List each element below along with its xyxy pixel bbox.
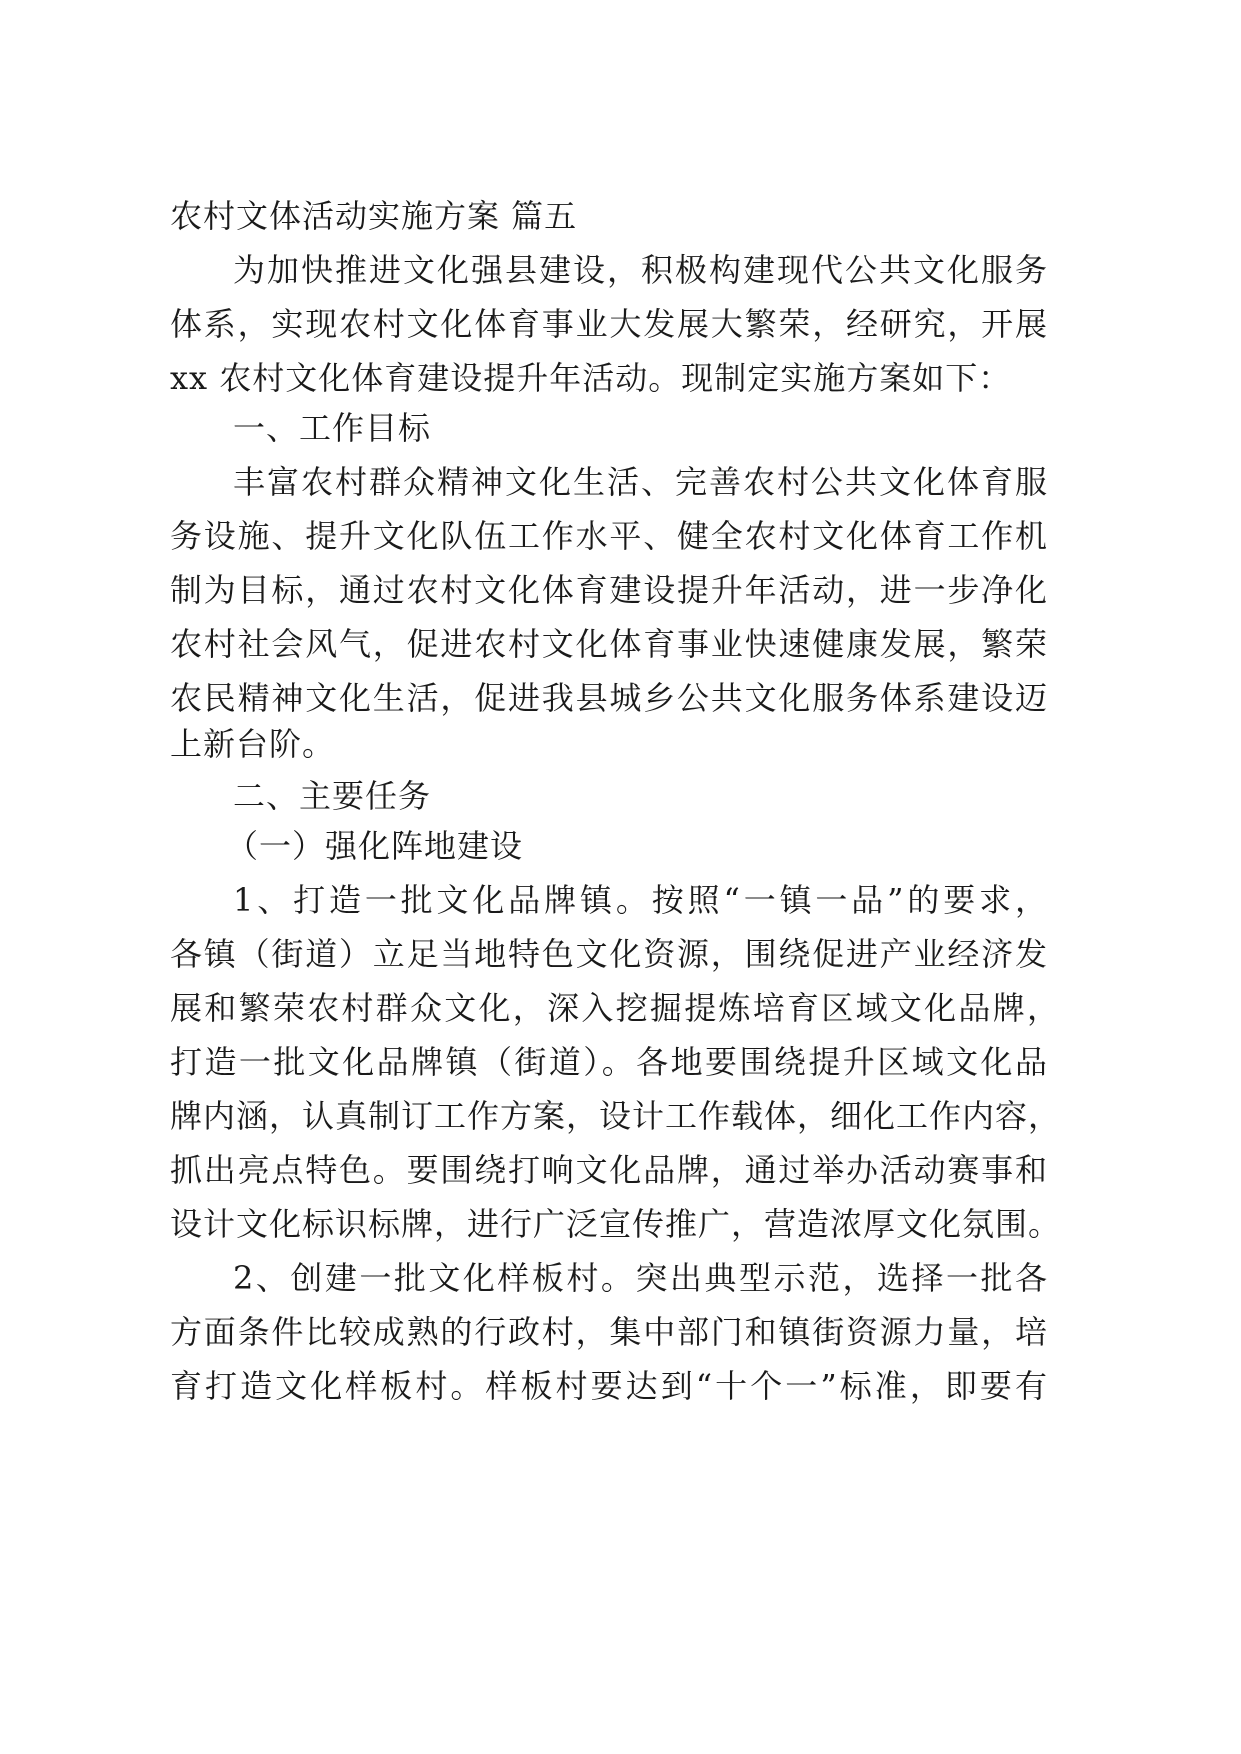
- paragraph-item1-line-1: 1、打造一批文化品牌镇。按照“一镇一品”的要求，: [233, 881, 1048, 919]
- paragraph-intro-line-3: xx 农村文化体育建设提升年活动。现制定实施方案如下：: [170, 359, 1012, 397]
- document-title: 农村文体活动实施方案 篇五: [170, 197, 578, 235]
- paragraph-item1-line-4: 打造一批文化品牌镇（街道）。各地要围绕提升区域文化品: [170, 1043, 1048, 1081]
- paragraph-intro-line-1: 为加快推进文化强县建设，积极构建现代公共文化服务: [233, 251, 1048, 289]
- paragraph-item1-line-2: 各镇（街道）立足当地特色文化资源，围绕促进产业经济发: [170, 935, 1048, 973]
- section-heading-tasks: 二、主要任务: [233, 777, 432, 815]
- paragraph-item1-line-6: 抓出亮点特色。要围绕打响文化品牌，通过举办活动赛事和: [170, 1151, 1048, 1189]
- paragraph-goals-line-3: 制为目标，通过农村文化体育建设提升年活动，进一步净化: [170, 571, 1048, 609]
- paragraph-item2-line-1: 2、创建一批文化样板村。突出典型示范，选择一批各: [233, 1259, 1048, 1297]
- paragraph-item2-line-2: 方面条件比较成熟的行政村，集中部门和镇街资源力量，培: [170, 1313, 1048, 1351]
- paragraph-item1-line-7: 设计文化标识标牌，进行广泛宣传推广，营造浓厚文化氛围。: [170, 1205, 1062, 1243]
- paragraph-goals-line-2: 务设施、提升文化队伍工作水平、健全农村文化体育工作机: [170, 517, 1048, 555]
- paragraph-goals-line-5: 农民精神文化生活，促进我县城乡公共文化服务体系建设迈: [170, 679, 1048, 717]
- subsection-heading-position: （一）强化阵地建设: [226, 827, 524, 865]
- paragraph-goals-line-1: 丰富农村群众精神文化生活、完善农村公共文化体育服: [233, 463, 1048, 501]
- paragraph-intro-line-2: 体系，实现农村文化体育事业大发展大繁荣，经研究，开展: [170, 305, 1048, 343]
- paragraph-goals-line-4: 农村社会风气，促进农村文化体育事业快速健康发展，繁荣: [170, 625, 1048, 663]
- paragraph-goals-line-6: 上新台阶。: [170, 725, 336, 763]
- paragraph-item2-line-3: 育打造文化样板村。样板村要达到“十个一”标准，即要有: [170, 1367, 1048, 1405]
- paragraph-item1-line-3: 展和繁荣农村群众文化，深入挖掘提炼培育区域文化品牌，: [170, 989, 1060, 1027]
- section-heading-goals: 一、工作目标: [233, 409, 432, 447]
- paragraph-item1-line-5: 牌内涵，认真制订工作方案，设计工作载体，细化工作内容，: [170, 1097, 1062, 1135]
